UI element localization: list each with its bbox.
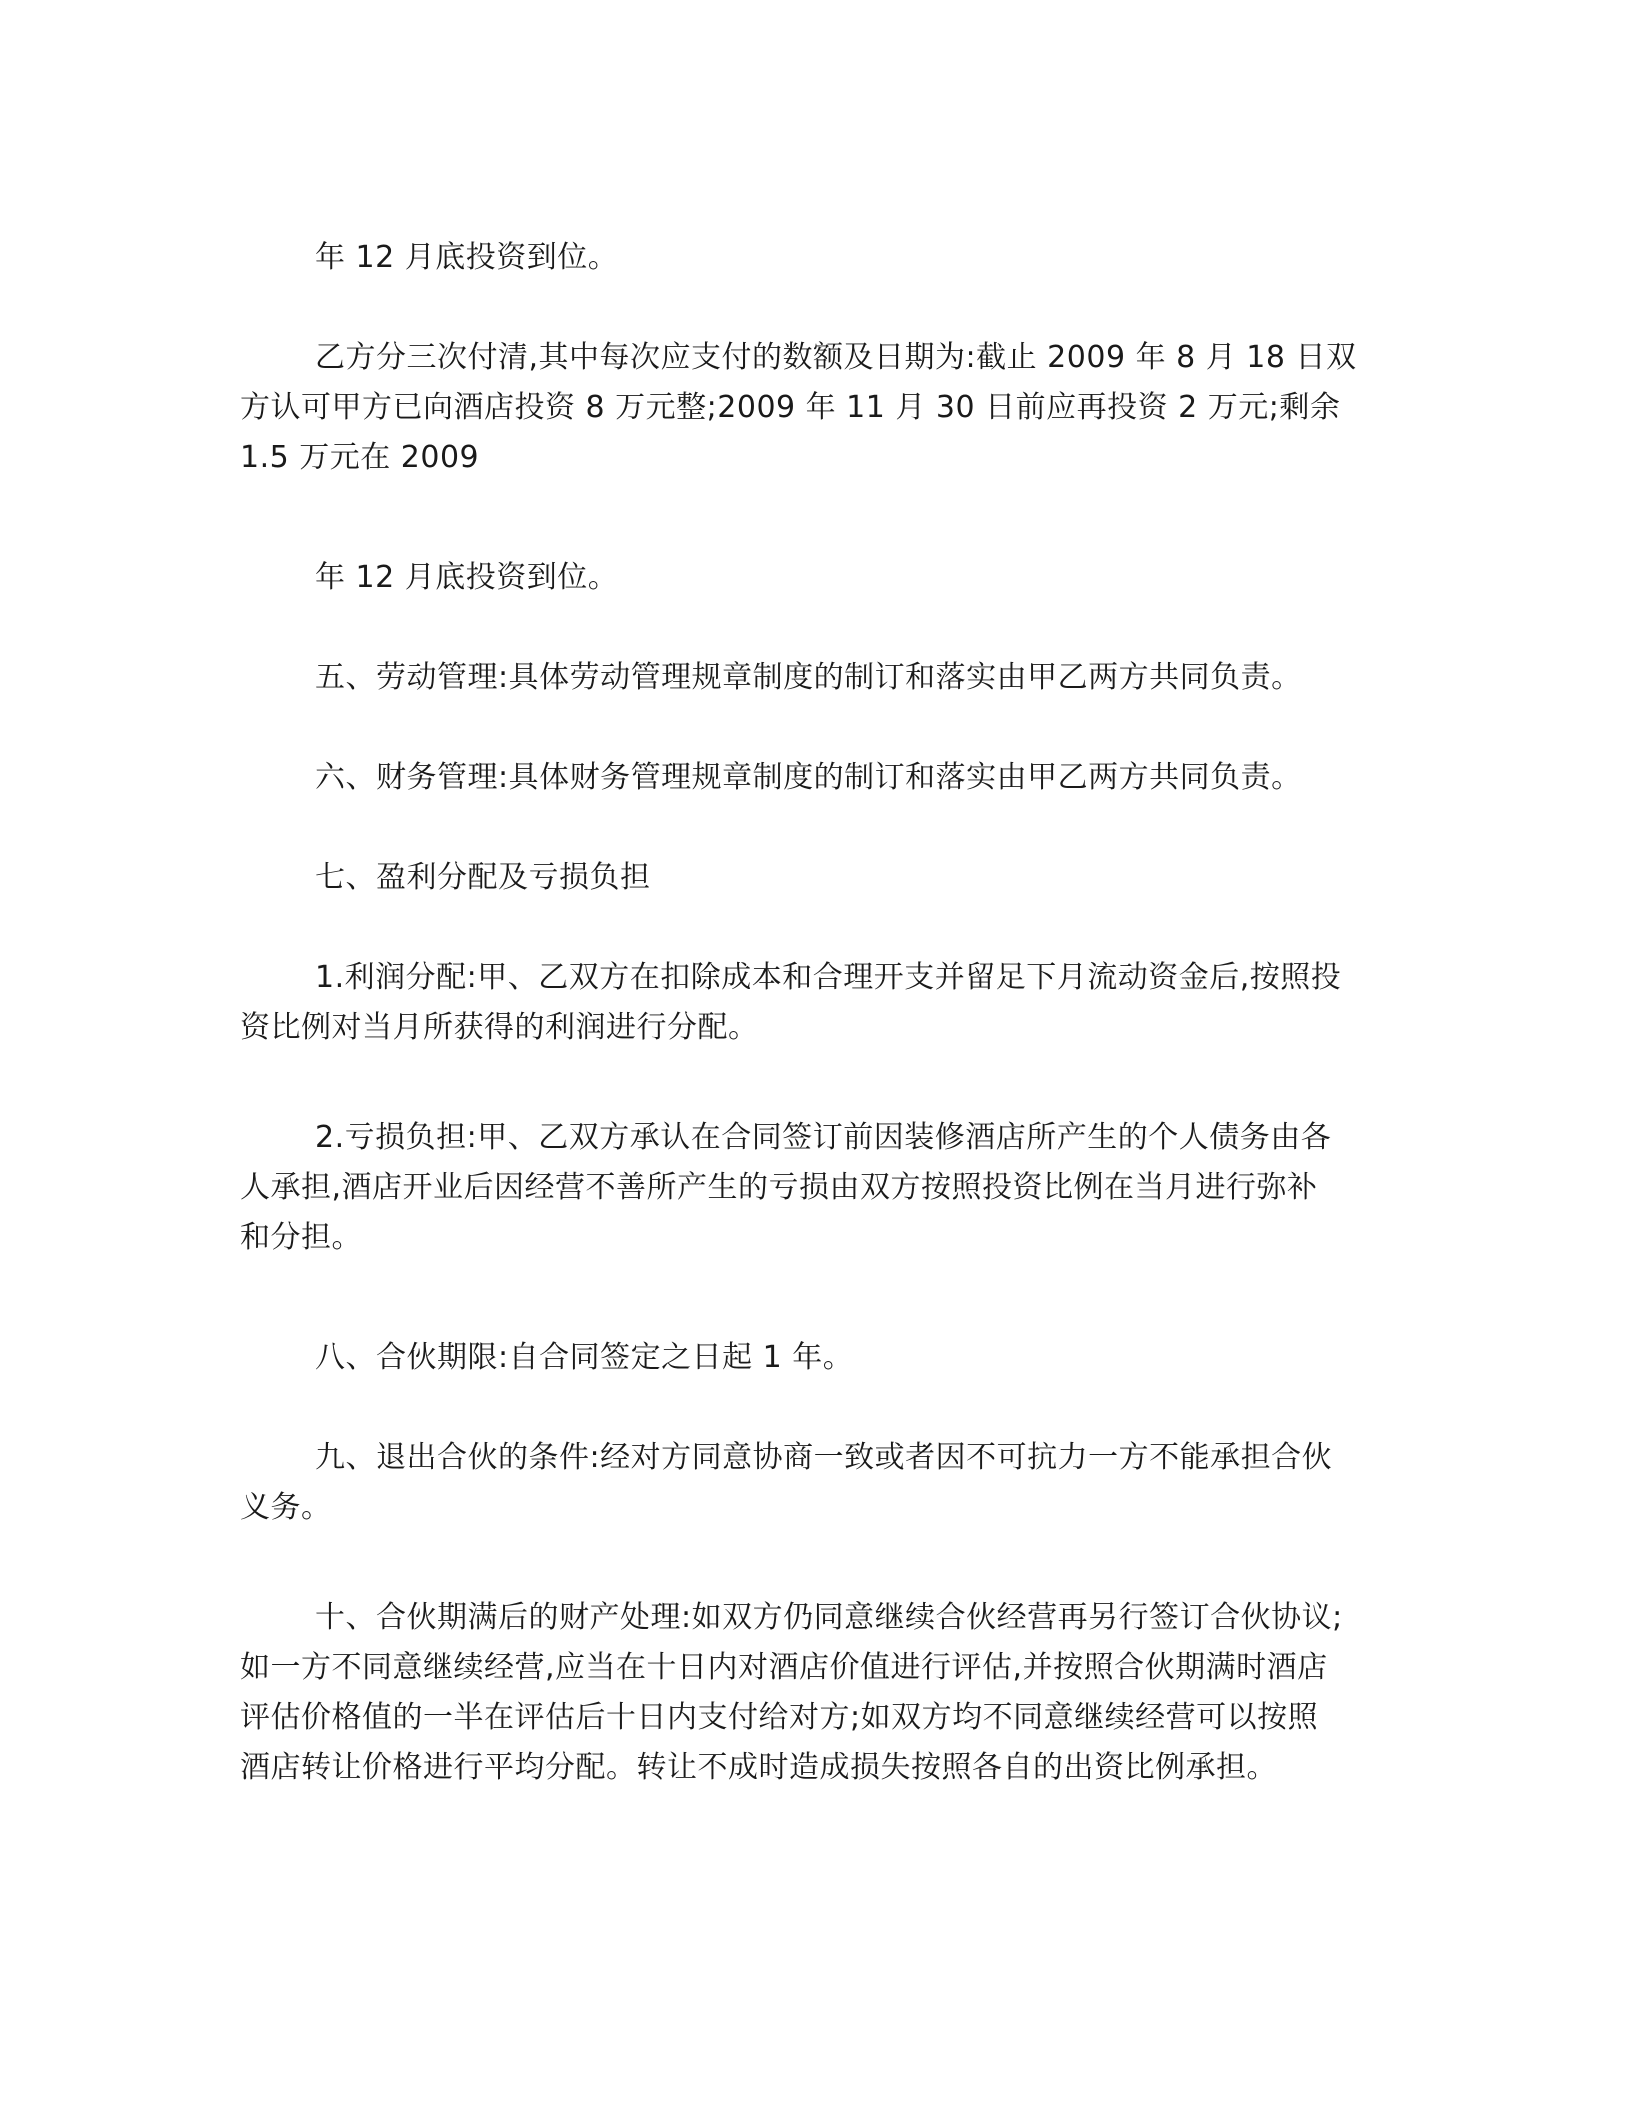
paragraph-financial-management — [240, 753, 1380, 803]
section-heading-profit-loss — [240, 853, 1380, 903]
text-line: 年 12 月底投资到位。 — [315, 560, 619, 595]
text-line: 评估价格值的一半在评估后十日内支付给对方;如双方均不同意继续经营可以按照 — [240, 1700, 1319, 1735]
text-line: 2.亏损负担:甲、乙双方承认在合同签订前因装修酒店所产生的个人债务由各 — [315, 1120, 1332, 1155]
text-line: 如一方不同意继续经营,应当在十日内对酒店价值进行评估,并按照合伙期满时酒店 — [240, 1650, 1328, 1685]
text-line: 人承担,酒店开业后因经营不善所产生的亏损由双方按照投资比例在当月进行弥补 — [240, 1170, 1318, 1205]
text-line: 十、合伙期满后的财产处理:如双方仍同意继续合伙经营再另行签订合伙协议; — [315, 1600, 1343, 1635]
text-line: 九、退出合伙的条件:经对方同意协商一致或者因不可抗力一方不能承担合伙 — [315, 1440, 1333, 1475]
paragraph-investment-deadline-1 — [240, 233, 1380, 283]
paragraph-loss-bearing — [240, 1113, 1380, 1263]
text-line: 酒店转让价格进行平均分配。转让不成时造成损失按照各自的出资比例承担。 — [240, 1750, 1277, 1785]
paragraph-labor-management — [240, 653, 1380, 703]
text-line: 义务。 — [240, 1490, 332, 1525]
text-line: 八、合伙期限:自合同签定之日起 1 年。 — [315, 1340, 854, 1375]
paragraph-partnership-term — [240, 1333, 1380, 1383]
text-line: 1.5 万元在 2009 — [240, 440, 480, 475]
paragraph-payment-schedule — [240, 333, 1380, 483]
text-line: 五、劳动管理:具体劳动管理规章制度的制订和落实由甲乙两方共同负责。 — [315, 660, 1302, 695]
paragraph-investment-deadline-2 — [240, 553, 1380, 603]
paragraph-profit-distribution — [240, 953, 1380, 1053]
text-line: 资比例对当月所获得的利润进行分配。 — [240, 1010, 759, 1045]
text-line: 1.利润分配:甲、乙双方在扣除成本和合理开支并留足下月流动资金后,按照投 — [315, 960, 1342, 995]
paragraph-exit-conditions — [240, 1433, 1380, 1533]
text-line: 方认可甲方已向酒店投资 8 万元整;2009 年 11 月 30 日前应再投资 2 万元;剩余 — [240, 390, 1341, 425]
paragraph-property-handling — [240, 1593, 1380, 1793]
text-line: 年 12 月底投资到位。 — [315, 240, 619, 275]
text-line: 六、财务管理:具体财务管理规章制度的制订和落实由甲乙两方共同负责。 — [315, 760, 1302, 795]
text-line: 和分担。 — [240, 1220, 362, 1255]
text-line: 七、盈利分配及亏损负担 — [315, 860, 651, 895]
text-line: 乙方分三次付清,其中每次应支付的数额及日期为:截止 2009 年 8 月 18 日双 — [315, 340, 1357, 375]
